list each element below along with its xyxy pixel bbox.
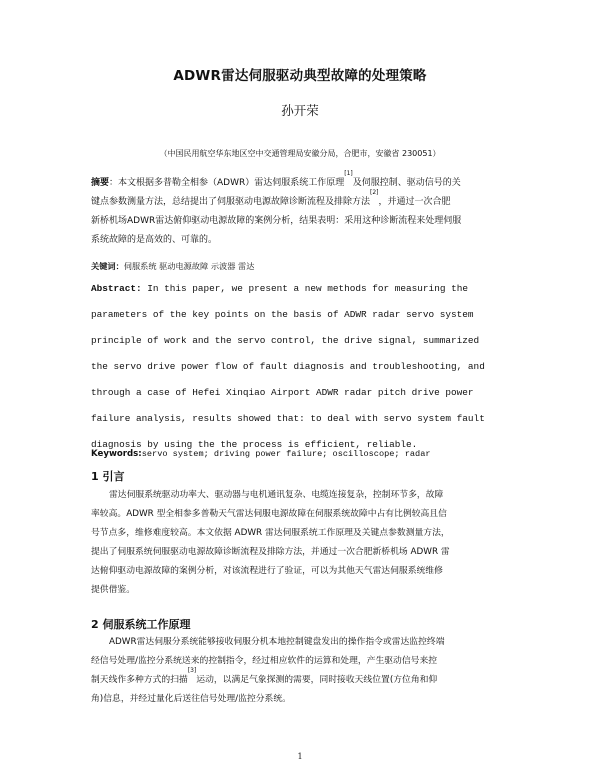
- keywords-en: [91, 446, 521, 462]
- abstract-en-label: Abstract:: [91, 283, 142, 294]
- body-line: 经信号处理/监控分系统送来的控制指令，经过相应软件的运算和处理，产生驱动信号来控: [91, 656, 438, 666]
- section-heading-introduction: 1 引言: [91, 470, 125, 483]
- abstract-en-line: principle of work and the servo control, the drive signal, summarized: [91, 335, 480, 346]
- citation: [2]: [370, 189, 379, 196]
- abstract-en-line: Abstract: In this paper, we present a new methods for measuring the: [91, 283, 468, 294]
- affiliation: （中国民用航空华东地区空中交通管理局安徽分局，合肥市，安徽省 230051）: [159, 149, 441, 158]
- keywords-cn-label: 关键词：: [91, 261, 124, 271]
- abstract-en-line: parameters of the key points on the basis of ADWR radar servo system: [91, 309, 474, 320]
- body-line: 提供借鉴。: [91, 585, 135, 595]
- section-heading-servo-principle: 2 伺服系统工作原理: [91, 618, 191, 631]
- body-line: 角)信息，并经过量化后送往信号处理/监控分系统。: [91, 694, 291, 704]
- citation: [1]: [344, 170, 353, 177]
- paper-title: ADWR雷达伺服驱动典型故障的处理策略: [173, 68, 427, 84]
- abstract-en-line: failure analysis, results showed that: to deal with servo system fault: [91, 413, 485, 424]
- abstract-en: [91, 276, 521, 458]
- abstract-cn-line: 系统故障的是高效的、可靠的。: [91, 235, 218, 245]
- body-line: 号节点多，维修难度较高。本文依据 ADWR 雷达伺服系统工作原理及关键点参数测量方法，: [91, 528, 450, 538]
- abstract-en-line: the servo drive power flow of fault diagnosis and troubleshooting, and: [91, 361, 485, 372]
- keywords-cn: [91, 258, 521, 274]
- abstract-en-line: through a case of Hefei Xinqiao Airport ADWR radar pitch drive power: [91, 387, 474, 398]
- abstract-cn-label: 摘要: [91, 178, 110, 188]
- page-number: 1: [297, 752, 303, 761]
- body-line: 率较高。ADWR 型全相参多普勒天气雷达伺服电源故障在伺服系统故障中占有比例较高且信: [91, 509, 447, 519]
- section2-body: [91, 633, 521, 709]
- body-line: 达俯仰驱动电源故障的案例分析，对该流程进行了验证，可以为其他天气雷达伺服系统维修: [91, 566, 443, 576]
- keywords-en-label: Keywords:: [91, 449, 142, 459]
- section1-body: [91, 486, 521, 600]
- citation: [3]: [187, 667, 197, 674]
- keywords-cn-text: 伺服系统 驱动电源故障 示波器 雷达: [123, 261, 255, 271]
- abstract-cn-line: 摘要：本文根据多普勒全相参（ADWR）雷达伺服系统工作原理[1]及伺服控制、驱动信号的关: [91, 170, 461, 188]
- author-name: 孙开荣: [281, 103, 319, 118]
- body-line: 制天线作多种方式的扫描[3]运动，以满足气象探测的需要，同时接收天线位置(方位角和仰: [91, 667, 438, 685]
- body-line: 提出了伺服系统伺服驱动电源故障诊断流程及排除方法，并通过一次合肥新桥机场 ADWR 雷: [91, 547, 450, 557]
- abstract-en-line: diagnosis by using the the process is efficient, reliable.: [91, 439, 418, 450]
- abstract-cn: [91, 170, 521, 250]
- abstract-cn-line: 键点参数测量方法，总结提出了伺服驱动电源故障诊断流程及排除方法[2]，并通过一次合肥: [91, 189, 451, 207]
- body-line: 雷达伺服系统驱动功率大、驱动器与电机通讯复杂、电缆连接复杂，控制环节多，故障: [109, 490, 444, 500]
- body-line: ADWR雷达伺服分系统能够接收伺服分机本地控制键盘发出的操作指令或雷达监控终端: [109, 637, 445, 647]
- abstract-cn-line: 新桥机场ADWR雷达俯仰驱动电源故障的案例分析，结果表明：采用这种诊断流程来处理伺服: [91, 216, 462, 226]
- keywords-en-text: servo system; driving power failure; oscilloscope; radar: [141, 449, 431, 459]
